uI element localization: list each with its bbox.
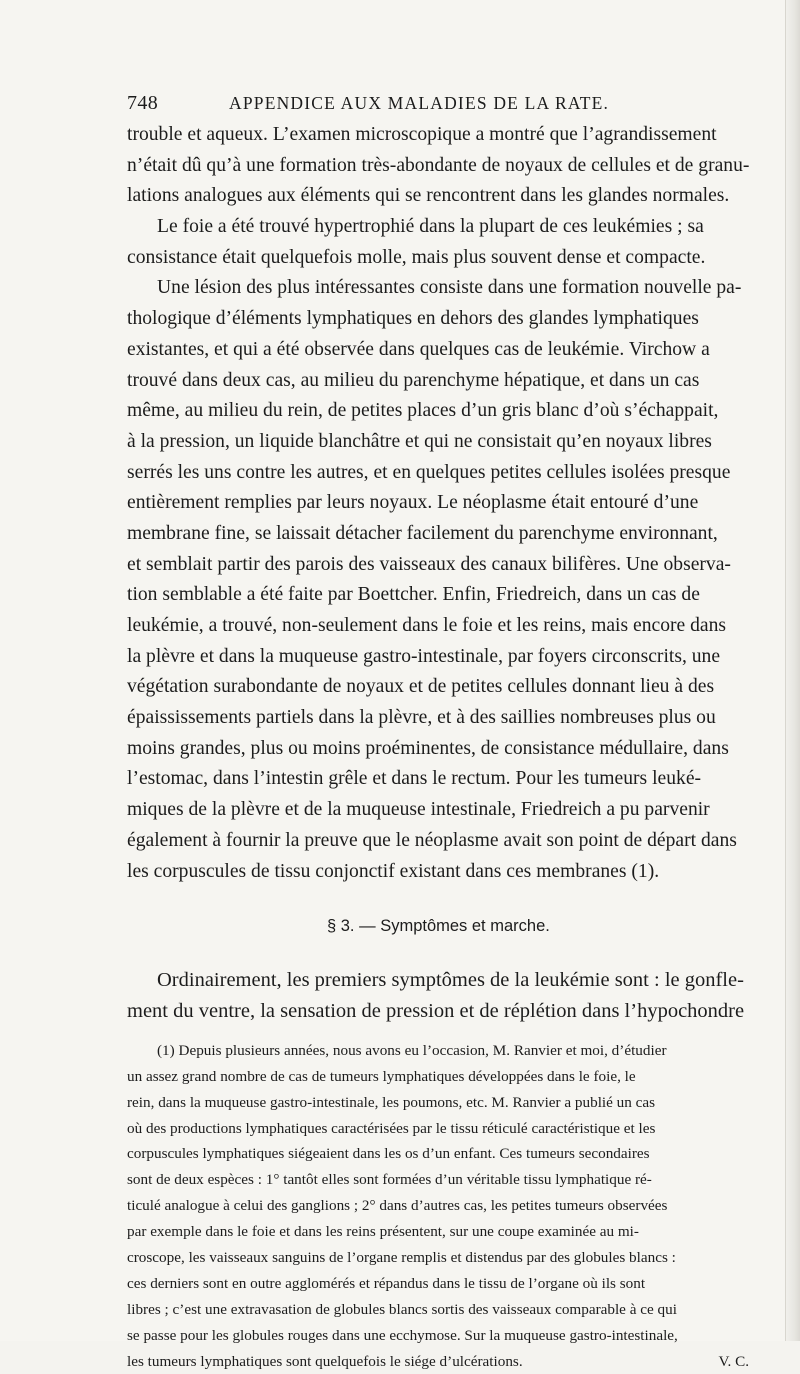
footnote-line: où des productions lymphatiques caractérisées par le tissu réticulé caractéristique et les bbox=[127, 1119, 656, 1137]
footnote-line: rein, dans la muqueuse gastro-intestinale, les poumons, etc. M. Ranvier a publié un cas bbox=[127, 1093, 656, 1111]
footnote-line: (1) Depuis plusieurs années, nous avons eu l’occasion, M. Ranvier et moi, d’étudier bbox=[157, 1041, 667, 1059]
page-body bbox=[127, 120, 767, 1374]
body-line: miques de la plèvre et de la muqueuse intestinale, Friedreich a pu parvenir bbox=[127, 799, 710, 821]
footnote-line: corpuscules lymphatiques siégeaient dans les os d’un enfant. Ces tumeurs secondaires bbox=[127, 1145, 650, 1163]
footnote-line-last bbox=[127, 1349, 767, 1374]
body-line: lations analogues aux éléments qui se rencontrent dans les glandes normales. bbox=[127, 185, 730, 207]
body-line: n’était dû qu’à une formation très-abondante de noyaux de cellules et de granu- bbox=[127, 154, 750, 176]
body-line: les corpuscules de tissu conjonctif existant dans ces membranes (1). bbox=[127, 860, 660, 882]
footnote-line: par exemple dans le foie et dans les reins présentent, sur une coupe examinée au mi- bbox=[127, 1223, 639, 1241]
footnote-line: croscope, les vaisseaux sanguins de l’organe remplis et distendus par des globules blancs : bbox=[127, 1249, 676, 1266]
body-line: épaississements partiels dans la plèvre, et à des saillies nombreuses plus ou bbox=[127, 707, 716, 729]
body-line: tion semblable a été faite par Boettcher. Enfin, Friedreich, dans un cas de bbox=[127, 584, 700, 606]
footnote-line: ces derniers sont en outre agglomérés et répandus dans le tissu de l’organe où ils sont bbox=[127, 1274, 646, 1292]
footnote-line: libres ; c’est une extravasation de globules blancs sortis des vaisseaux comparable à ce qui bbox=[127, 1300, 677, 1318]
footnote-line: un assez grand nombre de cas de tumeurs lymphatiques développées dans le foie, le bbox=[127, 1067, 636, 1085]
body-line: Une lésion des plus intéressantes consiste dans une formation nouvelle pa- bbox=[157, 277, 742, 299]
body-line: trouble et aqueux. L’examen microscopique a montré que l’agrandissement bbox=[127, 124, 717, 145]
body-line: membrane fine, se laissait détacher facilement du parenchyme environnant, bbox=[127, 522, 718, 544]
body-line: la plèvre et dans la muqueuse gastro-intestinale, par foyers circonscrits, une bbox=[127, 645, 721, 667]
footnote-line: sont de deux espèces : 1° tantôt elles sont formées d’un véritable tissu lymphatique ré- bbox=[127, 1171, 652, 1189]
body-line: végétation surabondante de noyaux et de petites cellules donnant lieu à des bbox=[127, 676, 715, 698]
body-line: leukémie, a trouvé, non-seulement dans le foie et les reins, mais encore dans bbox=[127, 615, 727, 636]
section-heading: § 3. — Symptômes et marche. bbox=[327, 917, 550, 936]
body-line: moins grandes, plus ou moins proéminentes, de consistance médullaire, dans bbox=[127, 737, 729, 759]
body-line: existantes, et qui a été observée dans quelques cas de leukémie. Virchow a bbox=[127, 338, 710, 360]
body-line: l’estomac, dans l’intestin grêle et dans le rectum. Pour les tumeurs leuké- bbox=[127, 768, 702, 790]
page-number: 748 bbox=[127, 92, 159, 114]
body-line: même, au milieu du rein, de petites places d’un gris blanc d’où s’échappait, bbox=[127, 400, 719, 422]
page-edge bbox=[785, 0, 800, 1341]
body-line: également à fournir la preuve que le néoplasme avait son point de départ dans bbox=[127, 829, 737, 851]
body-line: Le foie a été trouvé hypertrophié dans la plupart de ces leukémies ; sa bbox=[157, 216, 704, 238]
body-line: entièrement remplies par leurs noyaux. Le néoplasme était entouré d’une bbox=[127, 492, 699, 514]
footnote-signature: V. C. bbox=[718, 1352, 749, 1370]
footnote-line: ticulé analogue à celui des ganglions ; 2° dans d’autres cas, les petites tumeurs observées bbox=[127, 1197, 668, 1215]
footnote-line: les tumeurs lymphatiques sont quelquefois le siége d’ulcérations. bbox=[127, 1352, 523, 1370]
footnote bbox=[127, 1038, 767, 1374]
body-line: à la pression, un liquide blanchâtre et qui ne consistait qu’en noyaux libres bbox=[127, 430, 712, 452]
running-head: APPENDICE AUX MALADIES DE LA RATE. bbox=[229, 93, 610, 113]
section-text-line: ment du ventre, la sensation de pression et de réplétion dans l’hypochondre bbox=[127, 999, 745, 1022]
section-text-line: Ordinairement, les premiers symptômes de la leukémie sont : le gonfle- bbox=[157, 969, 744, 992]
footnote-line: se passe pour les globules rouges dans une ecchymose. Sur la muqueuse gastro-intestinale, bbox=[127, 1326, 678, 1344]
body-line: consistance était quelquefois molle, mais plus souvent dense et compacte. bbox=[127, 246, 706, 268]
body-line: serrés les uns contre les autres, et en quelques petites cellules isolées presque bbox=[127, 461, 731, 483]
body-line: et semblait partir des parois des vaisseaux des canaux bilifères. Une observa- bbox=[127, 553, 731, 575]
body-line: thologique d’éléments lymphatiques en dehors des glandes lymphatiques bbox=[127, 308, 699, 330]
body-line: trouvé dans deux cas, au milieu du parenchyme hépatique, et dans un cas bbox=[127, 369, 700, 391]
page-header bbox=[127, 92, 737, 116]
